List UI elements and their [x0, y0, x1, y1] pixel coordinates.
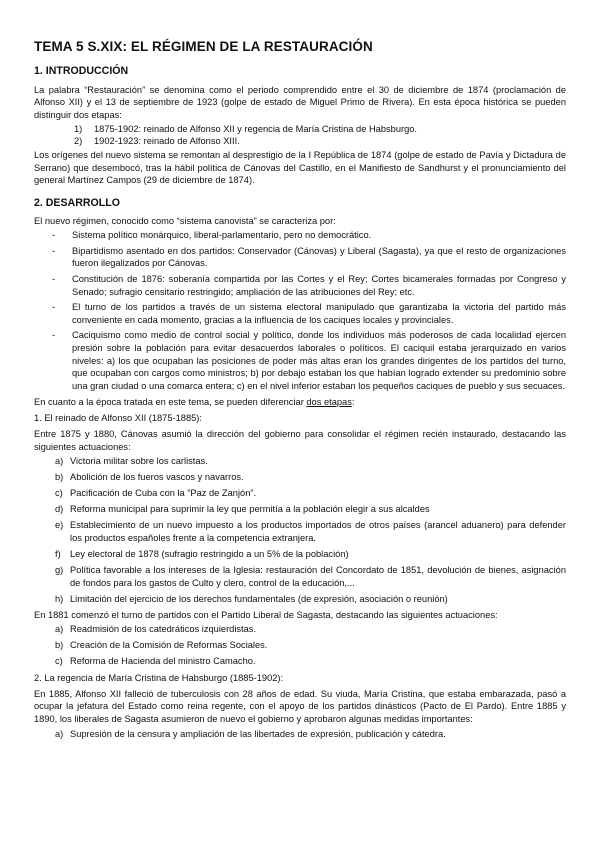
list-marker: - — [52, 330, 56, 341]
list-item — [55, 487, 566, 500]
list-item — [52, 329, 566, 392]
intro-paragraph-1: La palabra “Restauración” se denomina como el periodo comprendido entre el 30 de diciembre de 1874 (proclamación de Alfonso XII) y el 13 de septiembre de 1923 (golpe de estado de Miguel Primo de Rivera). En esta época histórica se pueden distinguir dos etapas: — [34, 84, 566, 121]
list-marker: c) — [55, 488, 63, 499]
list-item — [55, 593, 566, 606]
development-heading: 2. DESARROLLO — [34, 196, 120, 209]
list-item — [52, 301, 566, 326]
list-text: 1875-1902: reinado de Alfonso XII y regencia de María Cristina de Habsburgo. — [94, 123, 418, 134]
list-text: Constitución de 1876: soberanía compartida por las Cortes y el Rey; Cortes bicamerales formadas por Congreso y Senado; sufragio censitario restringido; ampliación de las atribuciones del Rey; etc. — [72, 273, 566, 297]
list-marker: - — [52, 245, 56, 256]
list-text: Readmisión de los catedráticos izquierdistas. — [70, 624, 257, 635]
list-text: Política favorable a los intereses de la Iglesia: restauración del Concordato de 1851, devolución de bienes, asignación de fondos para los gastos de Culto y clero, control de la educación,... — [70, 565, 566, 588]
intro-paragraph-2: Los orígenes del nuevo sistema se remontan al desprestigio de la I República de 1874 (golpe de estado de Pavía y Dictadura de Serrano) que desembocó, tras la hábil política de Cánovas del Castillo, en el Manifiesto de Sandhurst y el pronunciamiento del general Martínez Campos (29 de diciembre de 1874). — [34, 149, 566, 186]
list-marker: a) — [55, 624, 64, 635]
list-item — [55, 623, 566, 636]
list-text: Establecimiento de un nuevo impuesto a los productos importados de otros países (arancel aduanero) para defender los productos españoles frente a la competencia extranjera. — [70, 520, 566, 543]
document-title: TEMA 5 S.XIX: EL RÉGIMEN DE LA RESTAURACIÓN — [34, 39, 373, 54]
list-item — [52, 245, 566, 270]
list-item — [74, 135, 566, 148]
list-marker: g) — [55, 565, 64, 576]
reign-actions-list — [34, 455, 566, 605]
list-marker: e) — [55, 520, 64, 531]
list-text: Limitación del ejercicio de los derechos fundamentales (de expresión, asociación o reunión) — [70, 593, 448, 604]
list-item — [55, 503, 566, 516]
features-list — [34, 229, 566, 393]
list-marker: - — [52, 302, 56, 313]
list-marker: 2) — [74, 136, 83, 147]
reign-paragraph-2: En 1881 comenzó el turno de partidos con el Partido Liberal de Sagasta, destacando las siguientes actuaciones: — [34, 609, 498, 620]
list-text: El turno de los partidos a través de un sistema electoral manipulado que garantizaba la victoria del partido más conveniente en cada momento, gracias a la influencia de los caciques locales y provinciales. — [72, 302, 566, 325]
list-item — [55, 564, 566, 589]
list-marker: - — [52, 229, 56, 240]
liberal-actions-list — [34, 623, 566, 668]
list-item — [55, 548, 566, 561]
list-text: Supresión de la censura y ampliación de las libertades de expresión, publicación y cátedra. — [70, 728, 446, 739]
list-item — [55, 728, 566, 741]
list-text: Abolición de los fueros vascos y navarros. — [70, 472, 244, 483]
list-text: Ley electoral de 1878 (sufragio restringido a un 5% de la población) — [70, 548, 349, 559]
list-item — [52, 229, 566, 242]
list-text: Creación de la Comisión de Reformas Sociales. — [70, 640, 268, 651]
list-text: Pacificación de Cuba con la “Paz de Zanjón”. — [70, 488, 257, 499]
intro-heading: 1. INTRODUCCIÓN — [34, 65, 129, 78]
list-item — [55, 471, 566, 484]
reign-paragraph-1: Entre 1875 y 1880, Cánovas asumió la dirección del gobierno para consolidar el régimen recién instaurado, destacando las siguientes actuaciones: — [34, 428, 566, 452]
list-item — [74, 123, 566, 136]
list-marker: f) — [55, 548, 61, 559]
list-text: Reforma municipal para suprimir la ley que permitía a la población elegir a sus alcaldes — [70, 504, 430, 515]
list-item — [55, 655, 566, 668]
list-text: Victoria militar sobre los carlistas. — [70, 456, 208, 467]
list-item — [55, 519, 566, 544]
list-item — [55, 455, 566, 468]
stages-intro-underlined: dos etapas — [306, 396, 352, 407]
list-text: Caciquismo como medio de control social y político, donde los individuos más poderosos de cada localidad ejercen presión sobre la población para evitar desacuerdos laborales o políticos. El caciquil estaba jerarquizado en varios niveles: a) los que ocupaban las posiciones de poder más altas eran los grandes dirigentes de los partidos del turno, que ocupaban con cargos como ministros; b) por debajo estaban los que habían logrado extender su predominio sobre una gran ciudad o una comarca entera; c) en el nivel inferior estaban los pequeños caciques de pueblo y sus secuaces. — [72, 330, 566, 391]
list-text: Bipartidismo asentado en dos partidos: Conservador (Cánovas) y Liberal (Sagasta), ya que el resto de organizaciones fueron ilegalizados por Cánovas. — [72, 245, 566, 269]
list-marker: h) — [55, 593, 64, 604]
list-marker: a) — [55, 456, 64, 467]
list-item — [55, 639, 566, 652]
stages-intro-text: En cuanto a la época tratada en este tema, se pueden diferenciar — [34, 396, 307, 407]
list-text: Sistema político monárquico, liberal-parlamentario, pero no democrático. — [72, 229, 372, 240]
list-marker: c) — [55, 656, 63, 667]
list-marker: 1) — [74, 123, 83, 134]
stages-intro-colon: : — [351, 396, 355, 407]
list-text: 1902-1923: reinado de Alfonso XIII. — [94, 136, 240, 147]
regency-paragraph-1: En 1885, Alfonso XII falleció de tuberculosis con 28 años de edad. Su viuda, María Cristina, que estaba embarazada, pasó a ocupar la jefatura del Estado como reina regente, con el apoyo de los partidos dinásticos (Pacto de El Pardo). Entre 1885 y 1890, los liberales de Sagasta asumieron de nuevo el gobierno y aprobaron algunas medidas importantes: — [34, 688, 566, 724]
regency-heading: 2. La regencia de María Cristina de Habsburgo (1885-1902): — [34, 673, 284, 684]
intro-stage-list — [34, 123, 566, 148]
list-marker: b) — [55, 472, 64, 483]
list-marker: a) — [55, 728, 64, 739]
development-paragraph-1: El nuevo régimen, conocido como “sistema canovista” se caracteriza por: — [34, 216, 336, 227]
stages-intro — [34, 396, 566, 409]
list-text: Reforma de Hacienda del ministro Camacho. — [70, 656, 256, 667]
regency-measures-list — [34, 728, 566, 741]
list-marker: - — [52, 273, 56, 284]
list-marker: b) — [55, 640, 64, 651]
list-marker: d) — [55, 504, 64, 515]
list-item — [52, 273, 566, 298]
reign-heading: 1. El reinado de Alfonso XII (1875-1885): — [34, 413, 202, 424]
